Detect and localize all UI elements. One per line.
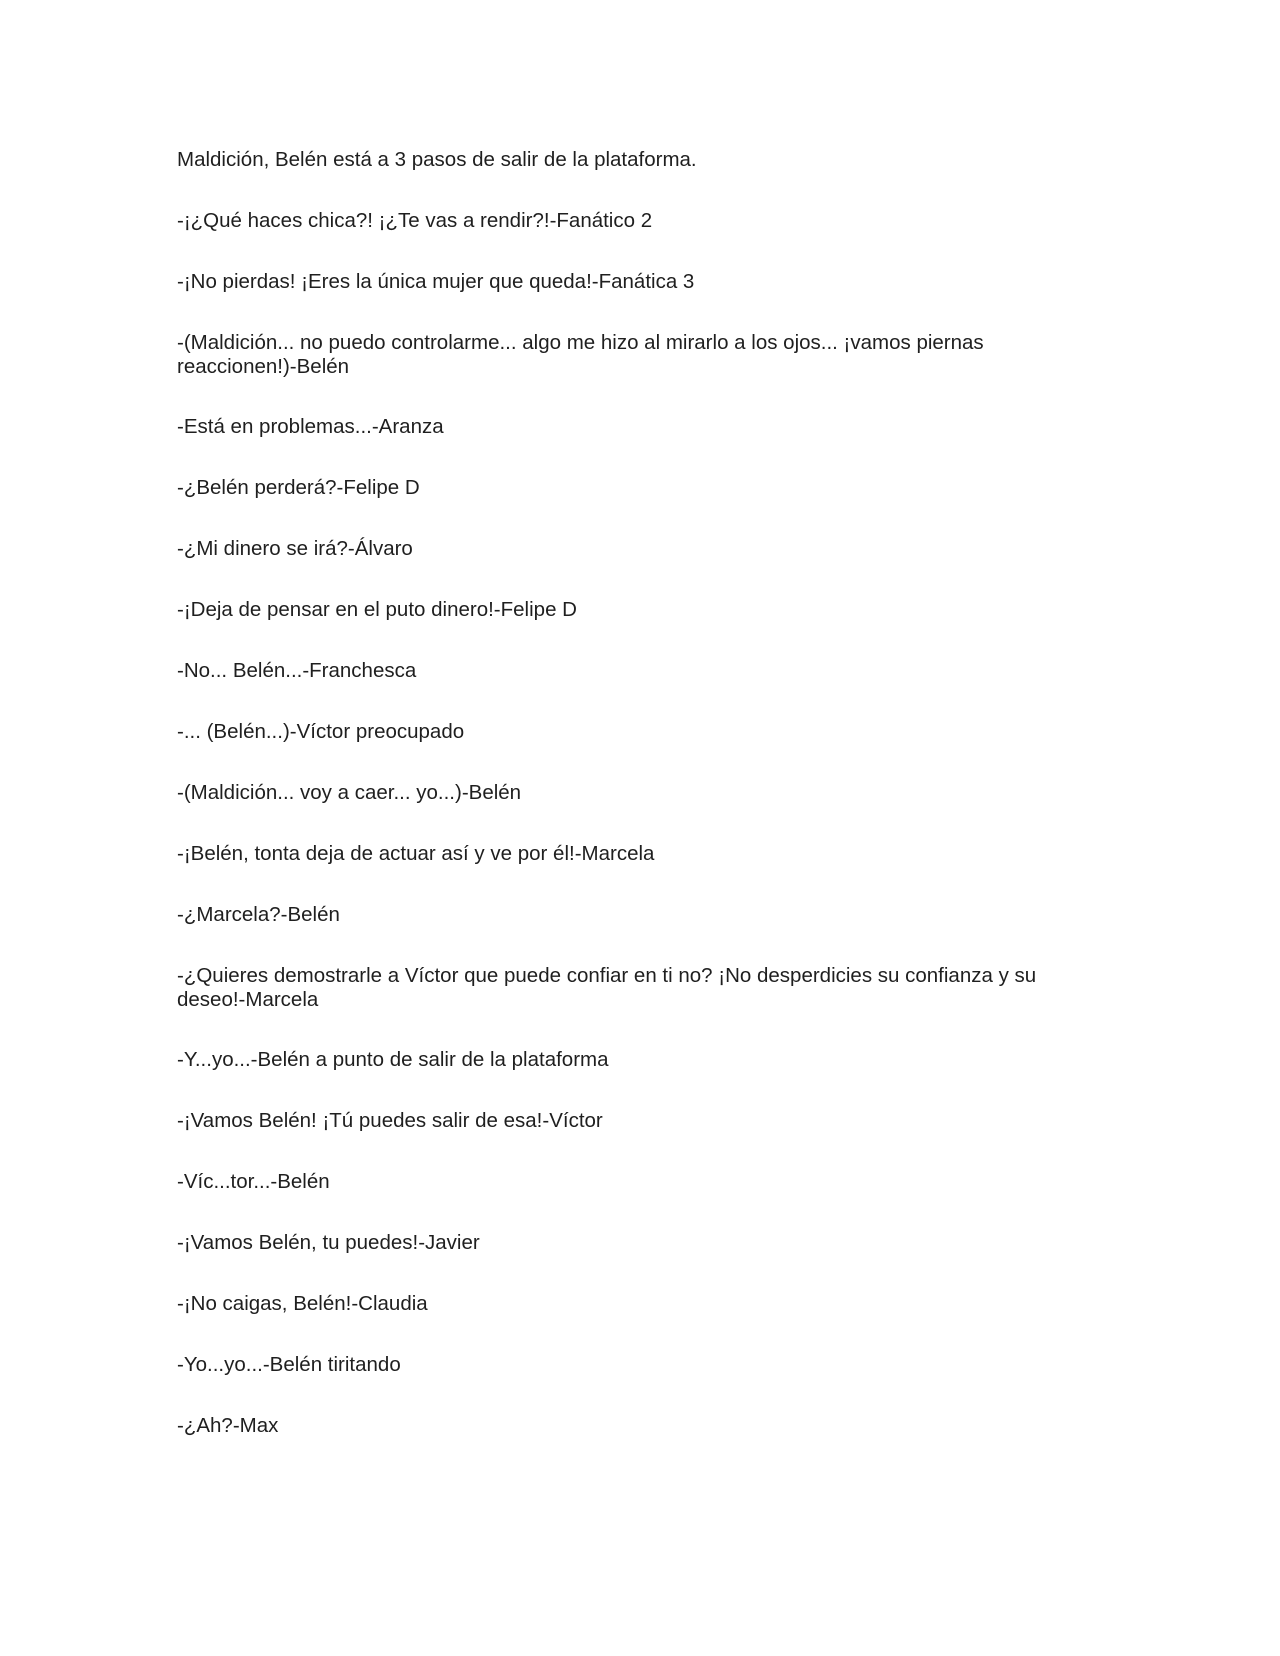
paragraph: -¿Marcela?-Belén	[177, 903, 340, 926]
paragraph: -Yo...yo...-Belén tiritando	[177, 1353, 401, 1376]
paragraph: -¡Deja de pensar en el puto dinero!-Felipe D	[177, 598, 577, 621]
document-body	[177, 148, 1077, 1475]
paragraph: -¡¿Qué haces chica?! ¡¿Te vas a rendir?!-Fanático 2	[177, 209, 653, 232]
paragraph: -No... Belén...-Franchesca	[177, 659, 417, 682]
paragraph: -Víc...tor...-Belén	[177, 1170, 330, 1193]
paragraph: -¡Vamos Belén! ¡Tú puedes salir de esa!-Víctor	[177, 1109, 603, 1132]
paragraph: -(Maldición... no puedo controlarme... algo me hizo al mirarlo a los ojos... ¡vamos piernas reaccionen!)-Belén	[177, 331, 984, 378]
paragraph: -¿Mi dinero se irá?-Álvaro	[177, 537, 413, 560]
paragraph: -Y...yo...-Belén a punto de salir de la plataforma	[177, 1048, 609, 1071]
paragraph: -¿Quieres demostrarle a Víctor que puede confiar en ti no? ¡No desperdicies su confianza y su deseo!-Marcela	[177, 964, 1037, 1011]
paragraph: -Está en problemas...-Aranza	[177, 415, 444, 438]
paragraph: -¡No pierdas! ¡Eres la única mujer que queda!-Fanática 3	[177, 270, 695, 293]
paragraph: -¿Belén perderá?-Felipe D	[177, 476, 420, 499]
paragraph: -¡Belén, tonta deja de actuar así y ve por él!-Marcela	[177, 842, 655, 865]
paragraph: -¡No caigas, Belén!-Claudia	[177, 1292, 428, 1315]
paragraph: -¡Vamos Belén, tu puedes!-Javier	[177, 1231, 480, 1254]
paragraph: -(Maldición... voy a caer... yo...)-Belén	[177, 781, 522, 804]
paragraph: -... (Belén...)-Víctor preocupado	[177, 720, 465, 743]
paragraph: Maldición, Belén está a 3 pasos de salir de la plataforma.	[177, 148, 697, 171]
paragraph: -¿Ah?-Max	[177, 1414, 279, 1437]
